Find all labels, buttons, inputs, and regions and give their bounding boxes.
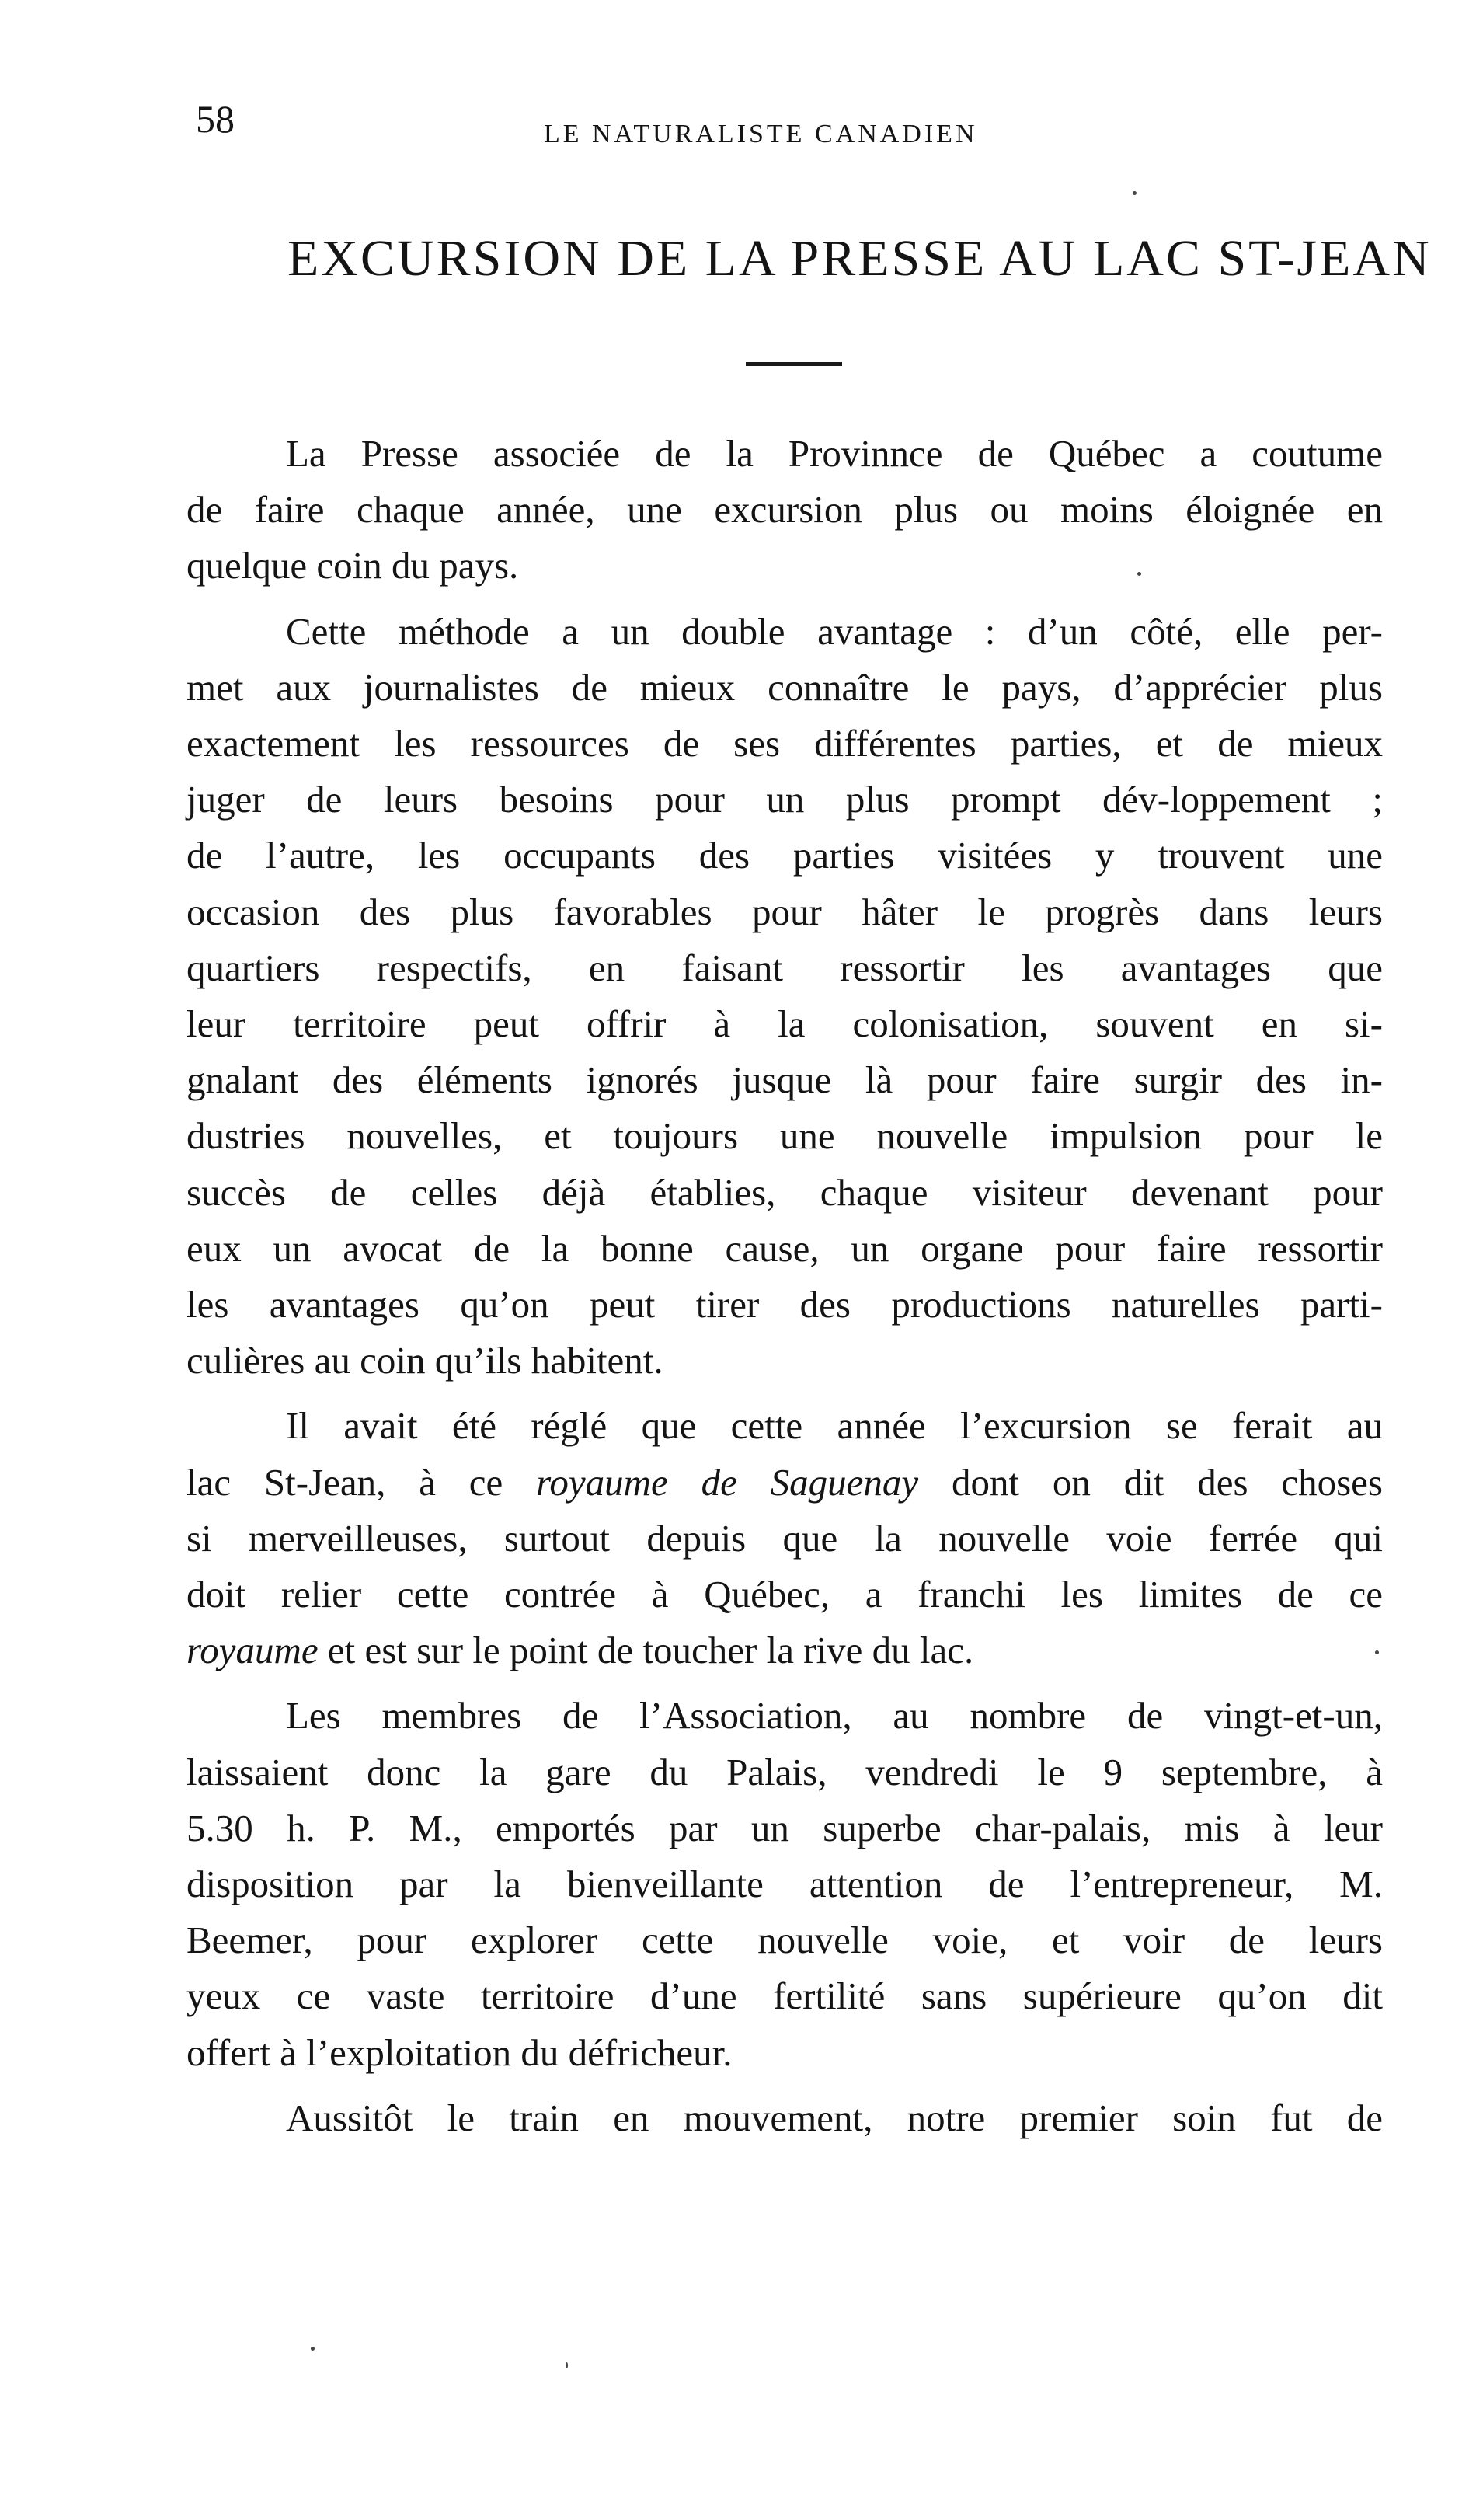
print-speck: [566, 2362, 568, 2368]
text-run: dont on dit des choses: [918, 1460, 1384, 1504]
text-line: culières au coin qu’ils habitent.: [186, 1339, 663, 1382]
article-title: EXCURSION DE LA PRESSE AU LAC ST-JEAN: [287, 230, 1432, 287]
paragraph-2: [186, 604, 1383, 1389]
print-speck: [1133, 191, 1137, 195]
text-line: Beemer, pour explorer cette nouvelle voie, et voir de leurs: [186, 1919, 1383, 1962]
text-line: eux un avocat de la bonne cause, un organe pour faire ressortir: [186, 1226, 1383, 1270]
paragraph-4: [186, 1688, 1383, 2080]
text-line: [186, 1622, 1383, 1678]
text-line: laissaient donc la gare du Palais, vendredi le 9 septembre, à: [186, 1750, 1383, 1793]
text-line: exactement les ressources de ses différentes parties, et de mieux: [186, 722, 1383, 765]
print-speck: [1375, 1650, 1379, 1654]
text-line: quartiers respectifs, en faisant ressortir les avantages que: [186, 946, 1383, 989]
text-line: si merveilleuses, surtout depuis que la nouvelle voie ferrée qui: [186, 1516, 1383, 1560]
text-line: Cette méthode a un double avantage : d’un côté, elle per-: [286, 609, 1383, 653]
text-line: La Presse associée de la Provinnce de Québec a coutume: [286, 432, 1383, 475]
text-line: de faire chaque année, une excursion plus ou moins éloignée en: [186, 488, 1383, 532]
text-line: Aussitôt le train en mouvement, notre premier soin fut de: [286, 2096, 1383, 2139]
text-line: quelque coin du pays.: [186, 544, 519, 587]
text-line: juger de leurs besoins pour un plus prompt dév-loppement ;: [186, 778, 1383, 821]
text-line: succès de celles déjà établies, chaque visiteur devenant pour: [186, 1170, 1383, 1214]
text-line: offert à l’exploitation du défricheur.: [186, 2030, 733, 2074]
italic-run: royaume de Saguenay: [536, 1460, 919, 1504]
title-rule: [746, 362, 842, 366]
text-line: de l’autre, les occupants des parties visitées y trouvent une: [186, 834, 1383, 877]
print-speck: [1137, 572, 1141, 576]
paragraph-5: [186, 2090, 1383, 2146]
text-line: 5.30 h. P. M., emportés par un superbe char-palais, mis à leur: [186, 1806, 1383, 1849]
text-run: lac St-Jean, à ce: [186, 1460, 537, 1504]
text-line: Il avait été réglé que cette année l’excursion se ferait au: [286, 1404, 1383, 1448]
text-run: et est sur le point de toucher la rive du lac.: [318, 1629, 974, 1672]
text-line: met aux journalistes de mieux connaître le pays, d’apprécier plus: [186, 665, 1383, 709]
text-line: Les membres de l’Association, au nombre de vingt-et-un,: [286, 1694, 1383, 1738]
article-body: [186, 426, 1383, 2146]
text-line: doit relier cette contrée à Québec, a franchi les limites de ce: [186, 1573, 1383, 1616]
text-line: dustries nouvelles, et toujours une nouvelle impulsion pour le: [186, 1114, 1383, 1158]
text-line: gnalant des éléments ignorés jusque là pour faire surgir des in-: [186, 1058, 1383, 1102]
running-head: LE NATURALISTE CANADIEN: [544, 120, 978, 148]
text-line: disposition par la bienveillante attention de l’entrepreneur, M.: [186, 1863, 1383, 1906]
italic-run: royaume: [186, 1629, 319, 1672]
text-line: les avantages qu’on peut tirer des productions naturelles parti-: [186, 1283, 1383, 1326]
paragraph-3: [186, 1398, 1383, 1678]
text-line: [186, 1455, 1383, 1511]
text-line: yeux ce vaste territoire d’une fertilité sans supérieure qu’on dit: [186, 1975, 1383, 2018]
text-line: occasion des plus favorables pour hâter le progrès dans leurs: [186, 890, 1383, 933]
paragraph-1: [186, 426, 1383, 594]
print-speck: [311, 2347, 315, 2351]
text-line: leur territoire peut offrir à la colonisation, souvent en si-: [186, 1002, 1383, 1046]
page-number: 58: [196, 97, 235, 141]
